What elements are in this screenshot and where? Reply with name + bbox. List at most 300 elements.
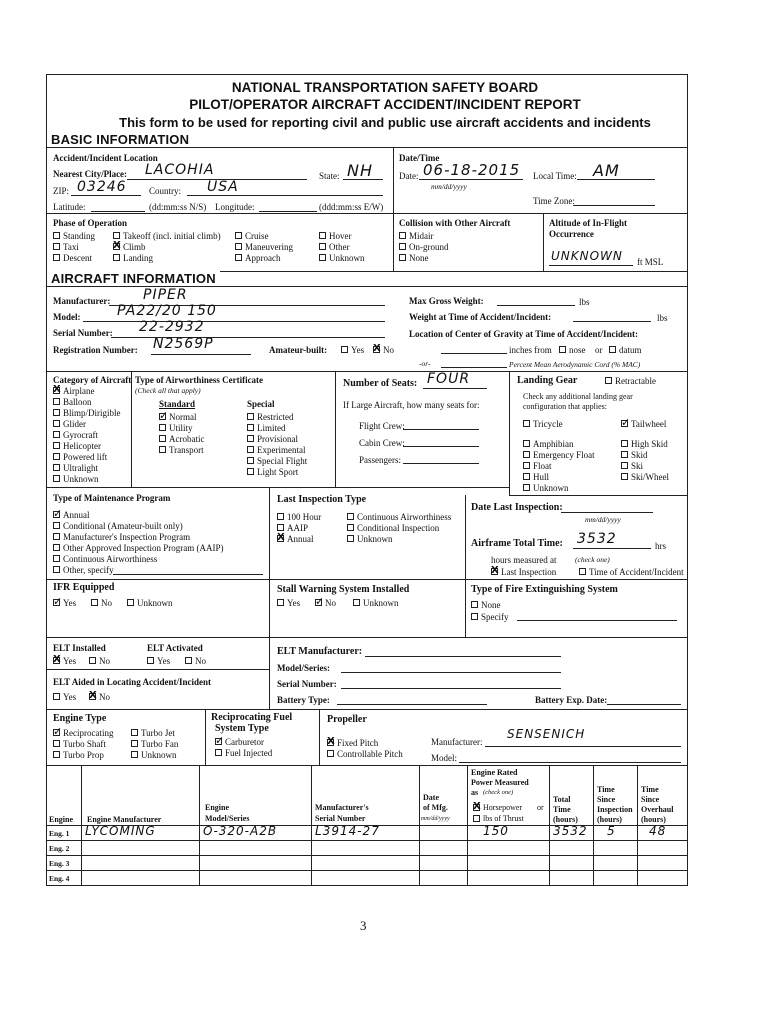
- elt-aided-label: ELT Aided in Locating Accident/Incident: [53, 677, 212, 687]
- elt-aided-yes[interactable]: Yes: [63, 692, 77, 702]
- fire-extinguishing-label: Type of Fire Extinguishing System: [471, 584, 618, 595]
- last-insp-aaip[interactable]: AAIP: [287, 523, 309, 533]
- elt-manufacturer-label: ELT Manufacturer:: [277, 646, 363, 657]
- fuel-carburetor[interactable]: Carburetor: [225, 737, 264, 747]
- checkbox[interactable]: [53, 555, 60, 562]
- checkbox[interactable]: [53, 522, 60, 529]
- checkbox[interactable]: [523, 440, 530, 447]
- altitude-label: Altitude of In-Flight: [549, 218, 628, 228]
- form-title-line2: PILOT/OPERATOR AIRCRAFT ACCIDENT/INCIDENT REPORT: [189, 97, 581, 112]
- phase-cruise[interactable]: Cruise: [245, 231, 269, 241]
- eng1-tso[interactable]: 48: [649, 824, 667, 838]
- checkbox[interactable]: [53, 398, 60, 405]
- category-helicopter[interactable]: Helicopter: [63, 441, 101, 451]
- engine-turbo-shaft[interactable]: Turbo Shaft: [63, 739, 106, 749]
- rule-line: [47, 709, 687, 710]
- maintenance-aaip[interactable]: Other Approved Inspection Program (AAIP): [63, 543, 224, 553]
- phase-unknown[interactable]: Unknown: [329, 253, 365, 263]
- checkbox[interactable]: [53, 232, 60, 239]
- rule-line: [497, 305, 575, 306]
- basic-information-heading: BASIC INFORMATION: [47, 132, 193, 147]
- maintenance-manufacturer[interactable]: Manufacturer's Inspection Program: [63, 532, 191, 542]
- rule-line: [403, 429, 479, 430]
- checkbox[interactable]: [353, 599, 360, 606]
- measured-time-of-accident[interactable]: Time of Accident/Incident: [589, 567, 684, 577]
- ifr-unknown[interactable]: Unknown: [137, 598, 173, 608]
- country-field[interactable]: USA: [207, 179, 239, 195]
- rule-line: [419, 179, 523, 180]
- checkbox[interactable]: [621, 451, 628, 458]
- phase-hover[interactable]: Hover: [329, 231, 352, 241]
- date-field[interactable]: 06-18-2015: [423, 161, 521, 179]
- cabin-crew-label: Cabin Crew:: [359, 438, 405, 448]
- checkbox[interactable]: [319, 254, 326, 261]
- engine-reciprocating[interactable]: Reciprocating: [63, 728, 114, 738]
- serial-field[interactable]: 22-2932: [139, 319, 205, 335]
- checkbox[interactable]: [277, 599, 284, 606]
- altitude-label-2: Occurrence: [549, 229, 594, 239]
- gear-ski-wheel[interactable]: Ski/Wheel: [631, 472, 669, 482]
- eng1-total[interactable]: 3532: [553, 824, 588, 838]
- altitude-field[interactable]: UNKNOWN: [551, 249, 623, 263]
- time-zone-label: Time Zone:: [533, 196, 575, 206]
- stall-warning-label: Stall Warning System Installed: [277, 584, 410, 595]
- standard-label: Standard: [159, 399, 196, 409]
- rule-line: [187, 195, 383, 196]
- maintenance-annual[interactable]: Annual: [63, 510, 90, 520]
- checkbox[interactable]: [215, 738, 222, 745]
- checkbox[interactable]: [159, 435, 166, 442]
- mac-label: Percent Mean Aerodynamic Cord (% MAC): [509, 360, 641, 369]
- checkbox[interactable]: [247, 446, 254, 453]
- local-time-label: Local Time:: [533, 171, 577, 181]
- special-provisional[interactable]: Provisional: [257, 434, 299, 444]
- col-date-3: mm/dd/yyyy: [421, 816, 450, 822]
- maintenance-label: Type of Maintenance Program: [53, 493, 171, 503]
- col-tsi-4: (hours): [597, 815, 622, 824]
- special-light-sport[interactable]: Light Sport: [257, 467, 299, 477]
- rule-line: [83, 321, 385, 322]
- elt-battery-label: Battery Type:: [277, 695, 330, 705]
- col-date-2: of Mfg.: [423, 803, 448, 812]
- checkbox[interactable]: [53, 475, 60, 482]
- checkbox[interactable]: [523, 484, 530, 491]
- rule-line: [341, 688, 561, 689]
- longitude-format: (ddd:mm:ss E/W): [319, 202, 384, 212]
- or-label: -or-: [419, 359, 431, 368]
- checkbox[interactable]: [131, 740, 138, 747]
- seats-field[interactable]: FOUR: [427, 371, 471, 387]
- checkbox[interactable]: [159, 446, 166, 453]
- cg-nose[interactable]: nose: [569, 345, 586, 355]
- checkbox[interactable]: [319, 243, 326, 250]
- checkbox[interactable]: [235, 243, 242, 250]
- zip-field[interactable]: 03246: [77, 179, 127, 195]
- col-power-2: Power Measured: [471, 778, 529, 787]
- eng1-manufacturer[interactable]: LYCOMING: [85, 824, 156, 838]
- checkbox[interactable]: [147, 657, 154, 664]
- collision-midair[interactable]: Midair: [409, 231, 434, 241]
- registration-label: Registration Number:: [53, 345, 138, 355]
- propeller-controllable[interactable]: Controllable Pitch: [337, 749, 403, 759]
- power-thrust[interactable]: lbs of Thrust: [483, 814, 524, 823]
- special-label: Special: [247, 399, 275, 409]
- gear-skid[interactable]: Skid: [631, 450, 648, 460]
- elt-activated-yes[interactable]: Yes: [157, 656, 171, 666]
- checkbox[interactable]: [399, 254, 406, 261]
- checkbox[interactable]: [53, 453, 60, 460]
- checkbox[interactable]: [247, 413, 254, 420]
- engine-turbo-fan[interactable]: Turbo Fan: [141, 739, 179, 749]
- phase-label: Phase of Operation: [53, 218, 127, 228]
- checkbox[interactable]: [559, 346, 566, 353]
- checkbox[interactable]: [89, 657, 96, 664]
- rule-line: [517, 620, 677, 621]
- fire-specify[interactable]: Specify: [481, 612, 509, 622]
- page-number: 3: [360, 918, 367, 933]
- datetime-label: Date/Time: [399, 153, 440, 163]
- checkbox[interactable]: [53, 599, 60, 606]
- propeller-fixed-pitch[interactable]: Fixed Pitch: [337, 738, 379, 748]
- checkbox[interactable]: [319, 232, 326, 239]
- checkbox[interactable]: [621, 420, 628, 427]
- location-label: Accident/Incident Location: [53, 153, 158, 163]
- last-insp-annual[interactable]: Annual: [287, 534, 314, 544]
- checkbox[interactable]: [327, 739, 334, 746]
- checkbox[interactable]: [327, 750, 334, 757]
- elt-activated-no[interactable]: No: [195, 656, 206, 666]
- airframe-total-field[interactable]: 3532: [577, 531, 617, 547]
- checkbox[interactable]: [53, 544, 60, 551]
- eng1-model[interactable]: O-320-A2B: [203, 824, 278, 838]
- gear-unknown[interactable]: Unknown: [533, 483, 569, 493]
- checkbox[interactable]: [113, 243, 120, 250]
- checkbox[interactable]: [277, 513, 284, 520]
- elt-installed-yes[interactable]: Yes: [63, 656, 77, 666]
- checkbox[interactable]: [247, 468, 254, 475]
- checkbox[interactable]: [215, 749, 222, 756]
- checkbox[interactable]: [131, 751, 138, 758]
- checkbox[interactable]: [399, 232, 406, 239]
- rule-line: [47, 579, 687, 580]
- gear-hull[interactable]: Hull: [533, 472, 550, 482]
- elt-serial-label: Serial Number:: [277, 679, 337, 689]
- gear-note-2: configuration that applies:: [523, 402, 607, 411]
- gear-amphibian[interactable]: Amphibian: [533, 439, 574, 449]
- rule-line: [459, 762, 681, 763]
- checkbox[interactable]: [113, 254, 120, 261]
- standard-normal[interactable]: Normal: [169, 412, 197, 422]
- checkbox[interactable]: [53, 254, 60, 261]
- checkbox[interactable]: [471, 601, 478, 608]
- phase-standing[interactable]: Standing: [63, 231, 96, 241]
- checkbox[interactable]: [53, 420, 60, 427]
- registration-field[interactable]: N2569P: [153, 336, 214, 352]
- rule-line: [47, 765, 687, 766]
- collision-on-ground[interactable]: On-ground: [409, 242, 449, 252]
- standard-transport[interactable]: Transport: [169, 445, 204, 455]
- rule-line: [423, 388, 487, 389]
- fuel-system-label: Reciprocating Fuel: [211, 712, 293, 723]
- large-aircraft-label: If Large Aircraft, how many seats for:: [343, 400, 480, 410]
- eng1-power[interactable]: 150: [483, 824, 509, 838]
- eng1-tsi[interactable]: 5: [607, 824, 616, 838]
- checkbox[interactable]: [91, 599, 98, 606]
- category-airplane[interactable]: Airplane: [63, 386, 95, 396]
- checkbox[interactable]: [159, 413, 166, 420]
- rule-line: [47, 371, 687, 372]
- checkbox[interactable]: [53, 751, 60, 758]
- ifr-equipped-label: IFR Equipped: [53, 582, 115, 593]
- airframe-total-label: Airframe Total Time:: [471, 538, 563, 549]
- col-date-1: Date: [423, 793, 439, 802]
- col-engine: Engine: [49, 815, 74, 824]
- rule-line: [47, 840, 687, 841]
- rule-line: [151, 354, 251, 355]
- category-unknown[interactable]: Unknown: [63, 474, 99, 484]
- rule-line: [319, 709, 320, 765]
- checkbox[interactable]: [113, 232, 120, 239]
- city-field[interactable]: LACOHIA: [145, 162, 215, 178]
- propeller-manufacturer-field[interactable]: SENSENICH: [507, 727, 586, 741]
- manufacturer-field[interactable]: PIPER: [143, 287, 188, 303]
- col-tso-2: Since: [641, 795, 660, 804]
- rule-line: [91, 211, 145, 212]
- checkbox[interactable]: [53, 740, 60, 747]
- category-balloon[interactable]: Balloon: [63, 397, 92, 407]
- checkbox[interactable]: [523, 451, 530, 458]
- rule-line: [607, 704, 681, 705]
- checkbox[interactable]: [131, 729, 138, 736]
- checkbox[interactable]: [605, 377, 612, 384]
- passengers-label: Passengers:: [359, 455, 401, 465]
- weight-label: Weight at Time of Accident/Incident:: [409, 312, 552, 322]
- serial-label: Serial Number:: [53, 328, 113, 338]
- rule-line: [465, 579, 466, 637]
- checkbox[interactable]: [341, 346, 348, 353]
- checkbox[interactable]: [609, 346, 616, 353]
- fire-none[interactable]: None: [481, 600, 501, 610]
- checkbox[interactable]: [523, 420, 530, 427]
- checkbox[interactable]: [53, 431, 60, 438]
- gear-emergency-float[interactable]: Emergency Float: [533, 450, 595, 460]
- special-experimental[interactable]: Experimental: [257, 445, 306, 455]
- manufacturer-label: Manufacturer:: [53, 296, 111, 306]
- longitude-label: Longitude:: [215, 202, 255, 212]
- eng1-serial[interactable]: L3914-27: [315, 824, 380, 838]
- gear-tailwheel[interactable]: Tailwheel: [631, 419, 667, 429]
- engine-turbo-jet[interactable]: Turbo Jet: [141, 728, 175, 738]
- amateur-yes[interactable]: Yes: [351, 345, 365, 355]
- gear-high-skid[interactable]: High Skid: [631, 439, 668, 449]
- checkbox[interactable]: [347, 513, 354, 520]
- maintenance-continuous[interactable]: Continuous Airworthiness: [63, 554, 158, 564]
- maintenance-other[interactable]: Other, specify: [63, 565, 114, 575]
- standard-utility[interactable]: Utility: [169, 423, 193, 433]
- rule-line: [47, 147, 687, 148]
- checkbox[interactable]: [89, 693, 96, 700]
- measured-last-inspection[interactable]: Last Inspection: [501, 567, 557, 577]
- date-last-inspection-label: Date Last Inspection:: [471, 502, 563, 513]
- special-restricted[interactable]: Restricted: [257, 412, 294, 422]
- form-title-line3: This form to be used for reporting civil and public use aircraft accidents and incidents: [119, 115, 651, 130]
- checkbox[interactable]: [277, 535, 284, 542]
- checkbox[interactable]: [523, 462, 530, 469]
- gear-ski[interactable]: Ski: [631, 461, 644, 471]
- phase-descent[interactable]: Descent: [63, 253, 92, 263]
- table-row-engine: Eng. 3: [49, 859, 70, 868]
- last-insp-continuous[interactable]: Continuous Airworthiness: [357, 512, 452, 522]
- local-time-field[interactable]: AM: [593, 161, 620, 180]
- rule-line: [205, 709, 206, 765]
- rule-line: [337, 704, 487, 705]
- phase-takeoff[interactable]: Takeoff (incl. initial climb): [123, 231, 221, 241]
- elt-activated-label: ELT Activated: [147, 643, 203, 653]
- col-total-1: Total: [553, 795, 571, 804]
- rule-line: [465, 495, 466, 579]
- checkbox[interactable]: [277, 524, 284, 531]
- checkbox[interactable]: [247, 457, 254, 464]
- checkbox[interactable]: [53, 693, 60, 700]
- category-ultralight[interactable]: Ultralight: [63, 463, 98, 473]
- phase-approach[interactable]: Approach: [245, 253, 281, 263]
- elt-installed-label: ELT Installed: [53, 643, 106, 653]
- aircraft-information-heading: AIRCRAFT INFORMATION: [47, 271, 220, 286]
- last-insp-unknown[interactable]: Unknown: [357, 534, 393, 544]
- phase-other[interactable]: Other: [329, 242, 350, 252]
- checkbox[interactable]: [159, 424, 166, 431]
- category-glider[interactable]: Glider: [63, 419, 86, 429]
- col-total-3: (hours): [553, 815, 578, 824]
- checkbox[interactable]: [53, 442, 60, 449]
- engine-unknown[interactable]: Unknown: [141, 750, 177, 760]
- checkbox[interactable]: [473, 815, 480, 822]
- rule-line: [341, 672, 561, 673]
- checkbox[interactable]: [53, 533, 60, 540]
- checkbox[interactable]: [247, 424, 254, 431]
- power-or: or: [537, 803, 544, 812]
- checkbox[interactable]: [621, 440, 628, 447]
- stall-unknown[interactable]: Unknown: [363, 598, 399, 608]
- checkbox[interactable]: [491, 568, 498, 575]
- checkbox[interactable]: [523, 473, 530, 480]
- cg-datum[interactable]: datum: [619, 345, 642, 355]
- engine-turbo-prop[interactable]: Turbo Prop: [63, 750, 104, 760]
- category-gyrocraft[interactable]: Gyrocraft: [63, 430, 98, 440]
- checkbox[interactable]: [621, 462, 628, 469]
- rule-line: [47, 637, 687, 638]
- standard-acrobatic[interactable]: Acrobatic: [169, 434, 205, 444]
- col-serial-1: Manufacturer's: [315, 803, 369, 812]
- checkbox[interactable]: [53, 657, 60, 664]
- state-field[interactable]: NH: [347, 161, 373, 180]
- power-horsepower[interactable]: Horsepower: [483, 803, 523, 812]
- checkbox[interactable]: [53, 566, 60, 573]
- flight-crew-label: Flight Crew:: [359, 421, 405, 431]
- special-limited[interactable]: Limited: [257, 423, 286, 433]
- col-total-2: Time: [553, 805, 571, 814]
- elt-installed-no[interactable]: No: [99, 656, 110, 666]
- category-blimp[interactable]: Blimp/Dirigible: [63, 408, 121, 418]
- ifr-no[interactable]: No: [101, 598, 112, 608]
- phase-taxi[interactable]: Taxi: [63, 242, 79, 252]
- checkbox[interactable]: [235, 232, 242, 239]
- rule-line: [441, 367, 507, 368]
- gear-retractable[interactable]: Retractable: [615, 376, 656, 386]
- rule-line: [573, 321, 651, 322]
- rule-line: [47, 870, 687, 871]
- checkbox[interactable]: [127, 599, 134, 606]
- checkbox[interactable]: [373, 346, 380, 353]
- checkbox[interactable]: [399, 243, 406, 250]
- phase-climb[interactable]: Climb: [123, 242, 146, 252]
- checkbox[interactable]: [53, 511, 60, 518]
- weight-unit: lbs: [657, 313, 668, 323]
- collision-none[interactable]: None: [409, 253, 429, 263]
- special-flight[interactable]: Special Flight: [257, 456, 308, 466]
- ifr-yes[interactable]: Yes: [63, 598, 77, 608]
- checkbox[interactable]: [247, 435, 254, 442]
- phase-landing[interactable]: Landing: [123, 253, 153, 263]
- propeller-manufacturer-label: Manufacturer:: [431, 737, 483, 747]
- elt-aided-no[interactable]: No: [99, 692, 110, 702]
- amateur-no[interactable]: No: [383, 345, 394, 355]
- checkbox[interactable]: [53, 729, 60, 736]
- checkbox[interactable]: [347, 524, 354, 531]
- fuel-injected[interactable]: Fuel Injected: [225, 748, 273, 758]
- checkbox[interactable]: [471, 613, 478, 620]
- phase-maneuvering[interactable]: Maneuvering: [245, 242, 293, 252]
- rule-line: [113, 574, 263, 575]
- airworthiness-label: Type of Airworthiness Certificate: [135, 375, 264, 385]
- checkbox[interactable]: [473, 804, 480, 811]
- col-engine-model-1: Engine: [205, 803, 230, 812]
- checkbox[interactable]: [53, 243, 60, 250]
- last-insp-conditional[interactable]: Conditional Inspection: [357, 523, 440, 533]
- amateur-built-label: Amateur-built:: [269, 345, 328, 355]
- checkbox[interactable]: [315, 599, 322, 606]
- checkbox[interactable]: [185, 657, 192, 664]
- cg-or: or: [595, 345, 603, 355]
- gear-tricycle[interactable]: Tricycle: [533, 419, 563, 429]
- checkbox[interactable]: [347, 535, 354, 542]
- stall-no[interactable]: No: [325, 598, 336, 608]
- checkbox[interactable]: [53, 409, 60, 416]
- last-insp-100-hour[interactable]: 100 Hour: [287, 512, 322, 522]
- rule-line: [365, 656, 561, 657]
- col-power-1: Engine Rated: [471, 768, 518, 777]
- maintenance-conditional[interactable]: Conditional (Amateur-built only): [63, 521, 183, 531]
- zip-label: ZIP:: [53, 186, 70, 196]
- propeller-model-label: Model:: [431, 753, 457, 763]
- gear-note-1: Check any additional landing gear: [523, 392, 633, 401]
- stall-yes[interactable]: Yes: [287, 598, 301, 608]
- model-field[interactable]: PA22/20 150: [117, 303, 217, 319]
- checkbox[interactable]: [53, 387, 60, 394]
- category-powered-lift[interactable]: Powered lift: [63, 452, 108, 462]
- gear-float[interactable]: Float: [533, 461, 552, 471]
- checkbox[interactable]: [53, 464, 60, 471]
- rule-line: [485, 746, 681, 747]
- airframe-hrs-unit: hrs: [655, 541, 666, 551]
- checkbox[interactable]: [579, 568, 586, 575]
- latitude-label: Latitude:: [53, 202, 86, 212]
- checkbox[interactable]: [235, 254, 242, 261]
- date-format: mm/dd/yyyy: [431, 182, 467, 191]
- country-label: Country:: [149, 186, 182, 196]
- checkbox[interactable]: [621, 473, 628, 480]
- table-row-engine: Eng. 1: [49, 829, 70, 838]
